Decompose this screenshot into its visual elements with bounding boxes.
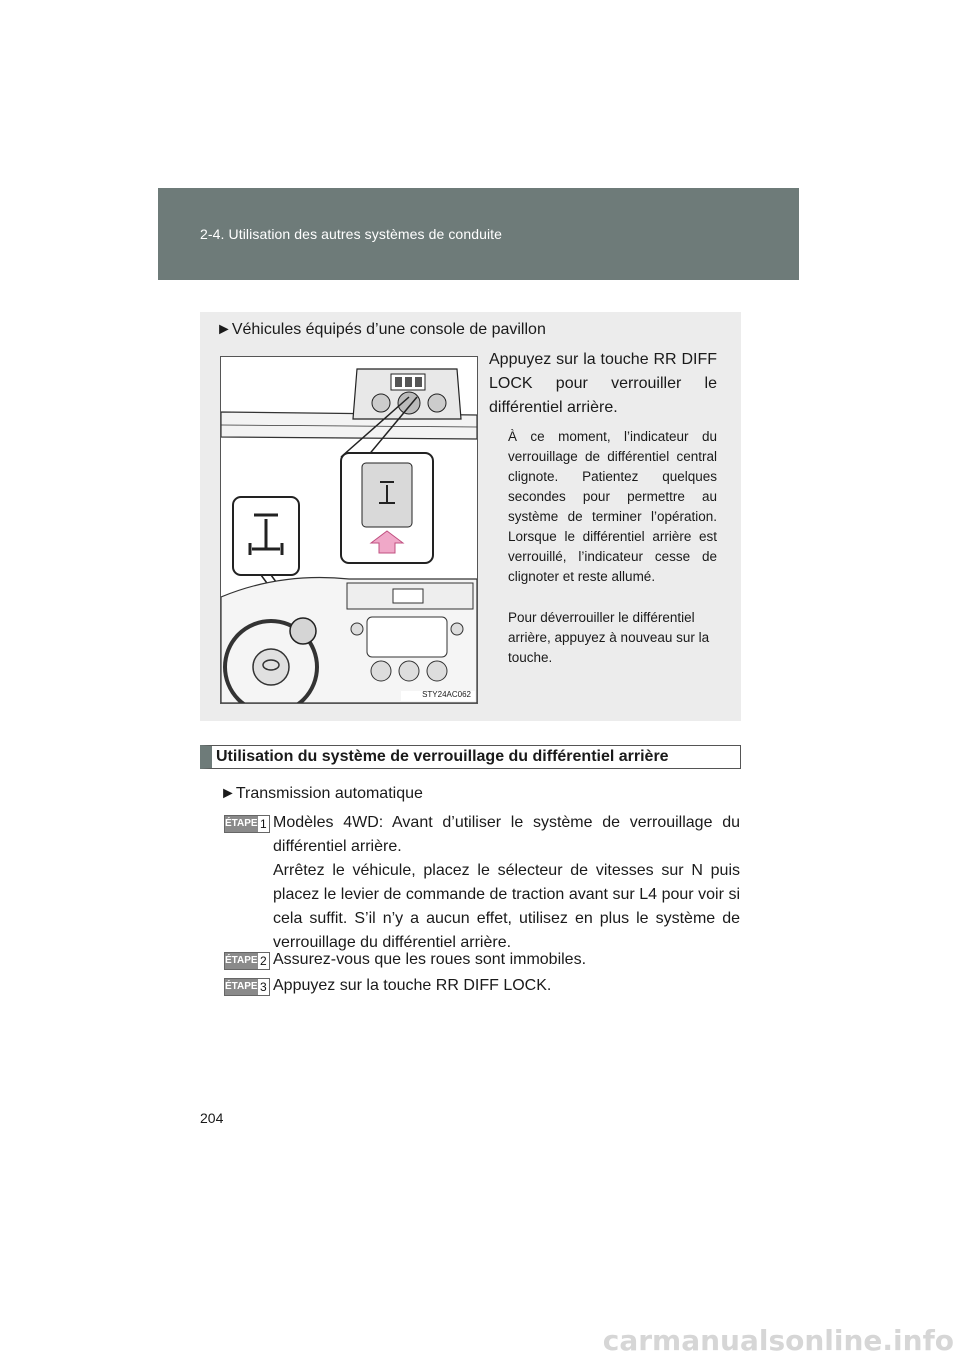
dashboard-illustration [220, 356, 478, 704]
info-box-note: À ce moment, l’indicateur du verrouillage de différentiel central clignote. Patientez quelques secondes pour permettre au système de terminer l’opération. Lorsque le différentiel arrière est verrouillé, l’indicateur cesse de clignoter et reste allumé. [508, 429, 717, 584]
step-text: Appuyez sur la touche RR DIFF LOCK. [273, 977, 552, 994]
step-badge: ÉTAPE 1 [224, 815, 270, 833]
transmission-heading: ►Transmission automatique [220, 785, 423, 802]
step-badge: ÉTAPE 3 [224, 978, 270, 996]
info-box-note: Pour déverrouiller le différentiel arrière, appuyez à nouveau sur la touche. [508, 610, 710, 665]
info-box-heading: ►Véhicules équipés d’une console de pavillon [216, 321, 546, 338]
illustration-code: STY24AC062 [422, 690, 471, 699]
watermark: carmanualsonline.info [602, 1324, 954, 1357]
section-title: Utilisation du système de verrouillage du différentiel arrière [200, 745, 741, 769]
page-number: 204 [200, 1110, 224, 1126]
step-2 [224, 948, 740, 972]
step-badge: ÉTAPE 2 [224, 952, 270, 970]
section-header-title: 2-4. Utilisation des autres systèmes de conduite [200, 226, 503, 242]
step-text: Modèles 4WD: Avant d’utiliser le système de verrouillage du différentiel arrière. Arrêtez le véhicule, placez le sélecteur de vitesses sur N puis placez le levier de commande de traction avant sur L4 pour voir si cela suffit. S’il n’y a aucun effet, utilisez en plus le système de verrouillage du différentiel arrière. [273, 814, 740, 951]
step-1 [224, 811, 740, 951]
info-box-instruction: Appuyez sur la touche RR DIFF LOCK pour verrouiller le différentiel arrière. [489, 351, 717, 416]
step-text: Assurez-vous que les roues sont immobiles. [273, 951, 587, 968]
step-3 [224, 974, 740, 998]
